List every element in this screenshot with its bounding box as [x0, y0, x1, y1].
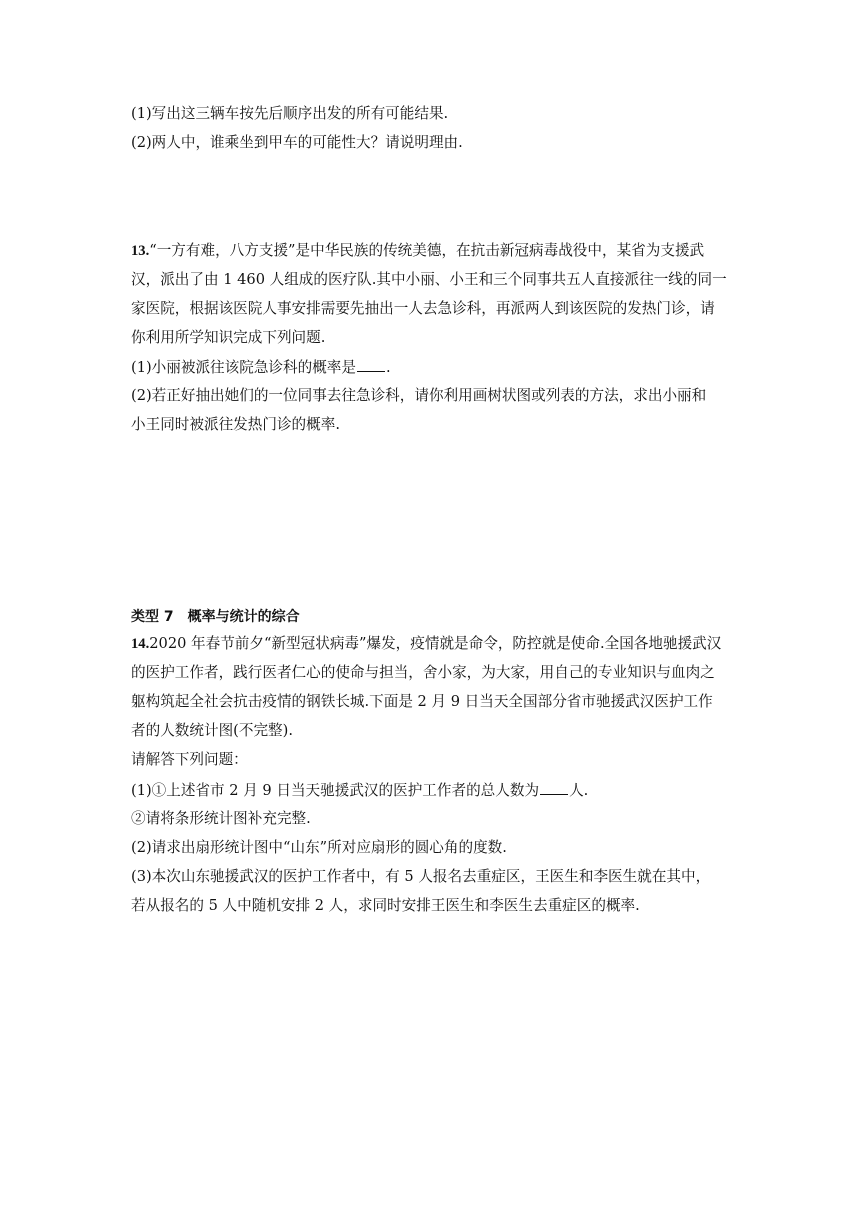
problem-14-text-1: 2020 年春节前夕“新型冠状病毒”爆发，疫情就是命令，防控就是使命.全国各地驰援武汉 — [149, 635, 722, 652]
problem-14-line-4: 者的人数统计图(不完整). — [131, 722, 293, 739]
problem-13-line-2: 汉，派出了由 1 460 人组成的医疗队.其中小丽、小王和三个同事共五人直接派往一线的同一 — [131, 271, 727, 288]
problem-14-number: 14. — [131, 636, 150, 652]
problem-13-text-1: “一方有难，八方支援”是中华民族的传统美德，在抗击新冠病毒战役中，某省为支援武 — [149, 242, 705, 259]
answer-blank — [540, 780, 568, 795]
problem-14-prompt: 请解答下列问题： — [131, 751, 248, 768]
section-heading: 类型 7 概率与统计的综合 — [131, 609, 300, 625]
problem-14-question-1a — [131, 780, 731, 801]
problem-13-line-1 — [131, 241, 731, 261]
problem-14-line-1 — [131, 634, 731, 654]
problem-14-line-3: 躯构筑起全社会抗击疫情的钢铁长城.下面是 2 月 9 日当天全国部分省市驰援武汉医护工作 — [131, 693, 713, 710]
problem-13-line-3: 家医院，根据该医院人事安排需要先抽出一人去急诊科，再派两人到该医院的发热门诊，请 — [131, 300, 715, 317]
problem-14-q1a-text: (1)①上述省市 2 月 9 日当天驰援武汉的医护工作者的总人数为 — [131, 782, 540, 799]
problem-14-question-2: (2)请求出扇形统计图中“山东”所对应扇形的圆心角的度数. — [131, 839, 507, 856]
answer-blank — [357, 357, 385, 372]
prev-question-1: (1)写出这三辆车按先后顺序出发的所有可能结果. — [131, 105, 449, 122]
problem-13-question-1 — [131, 357, 731, 378]
problem-13-q1-end: . — [386, 359, 391, 376]
problem-14-line-2: 的医护工作者，践行医者仁心的使命与担当，舍小家，为大家，用自己的专业知识与血肉之 — [131, 664, 715, 681]
problem-13-question-2-line-1: (2)若正好抽出她们的一位同事去往急诊科，请你利用画树状图或列表的方法，求出小丽和 — [131, 387, 707, 404]
problem-13-question-2-line-2: 小王同时被派往发热门诊的概率. — [131, 416, 340, 433]
problem-14-question-1b: ②请将条形统计图补充完整. — [131, 810, 311, 827]
problem-13-q1-text: (1)小丽被派往该院急诊科的概率是 — [131, 359, 356, 376]
problem-13-line-4: 你利用所学知识完成下列问题. — [131, 329, 326, 346]
problem-14-question-3-line-2: 若从报名的 5 人中随机安排 2 人，求同时安排王医生和李医生去重症区的概率. — [131, 897, 640, 914]
problem-14-question-3-line-1: (3)本次山东驰援武汉的医护工作者中，有 5 人报名去重症区，王医生和李医生就在其中， — [131, 868, 711, 885]
prev-question-2: (2)两人中，谁乘坐到甲车的可能性大？请说明理由. — [131, 134, 463, 151]
problem-13-number: 13. — [131, 243, 150, 259]
problem-14-q1a-end: 人. — [569, 782, 589, 799]
